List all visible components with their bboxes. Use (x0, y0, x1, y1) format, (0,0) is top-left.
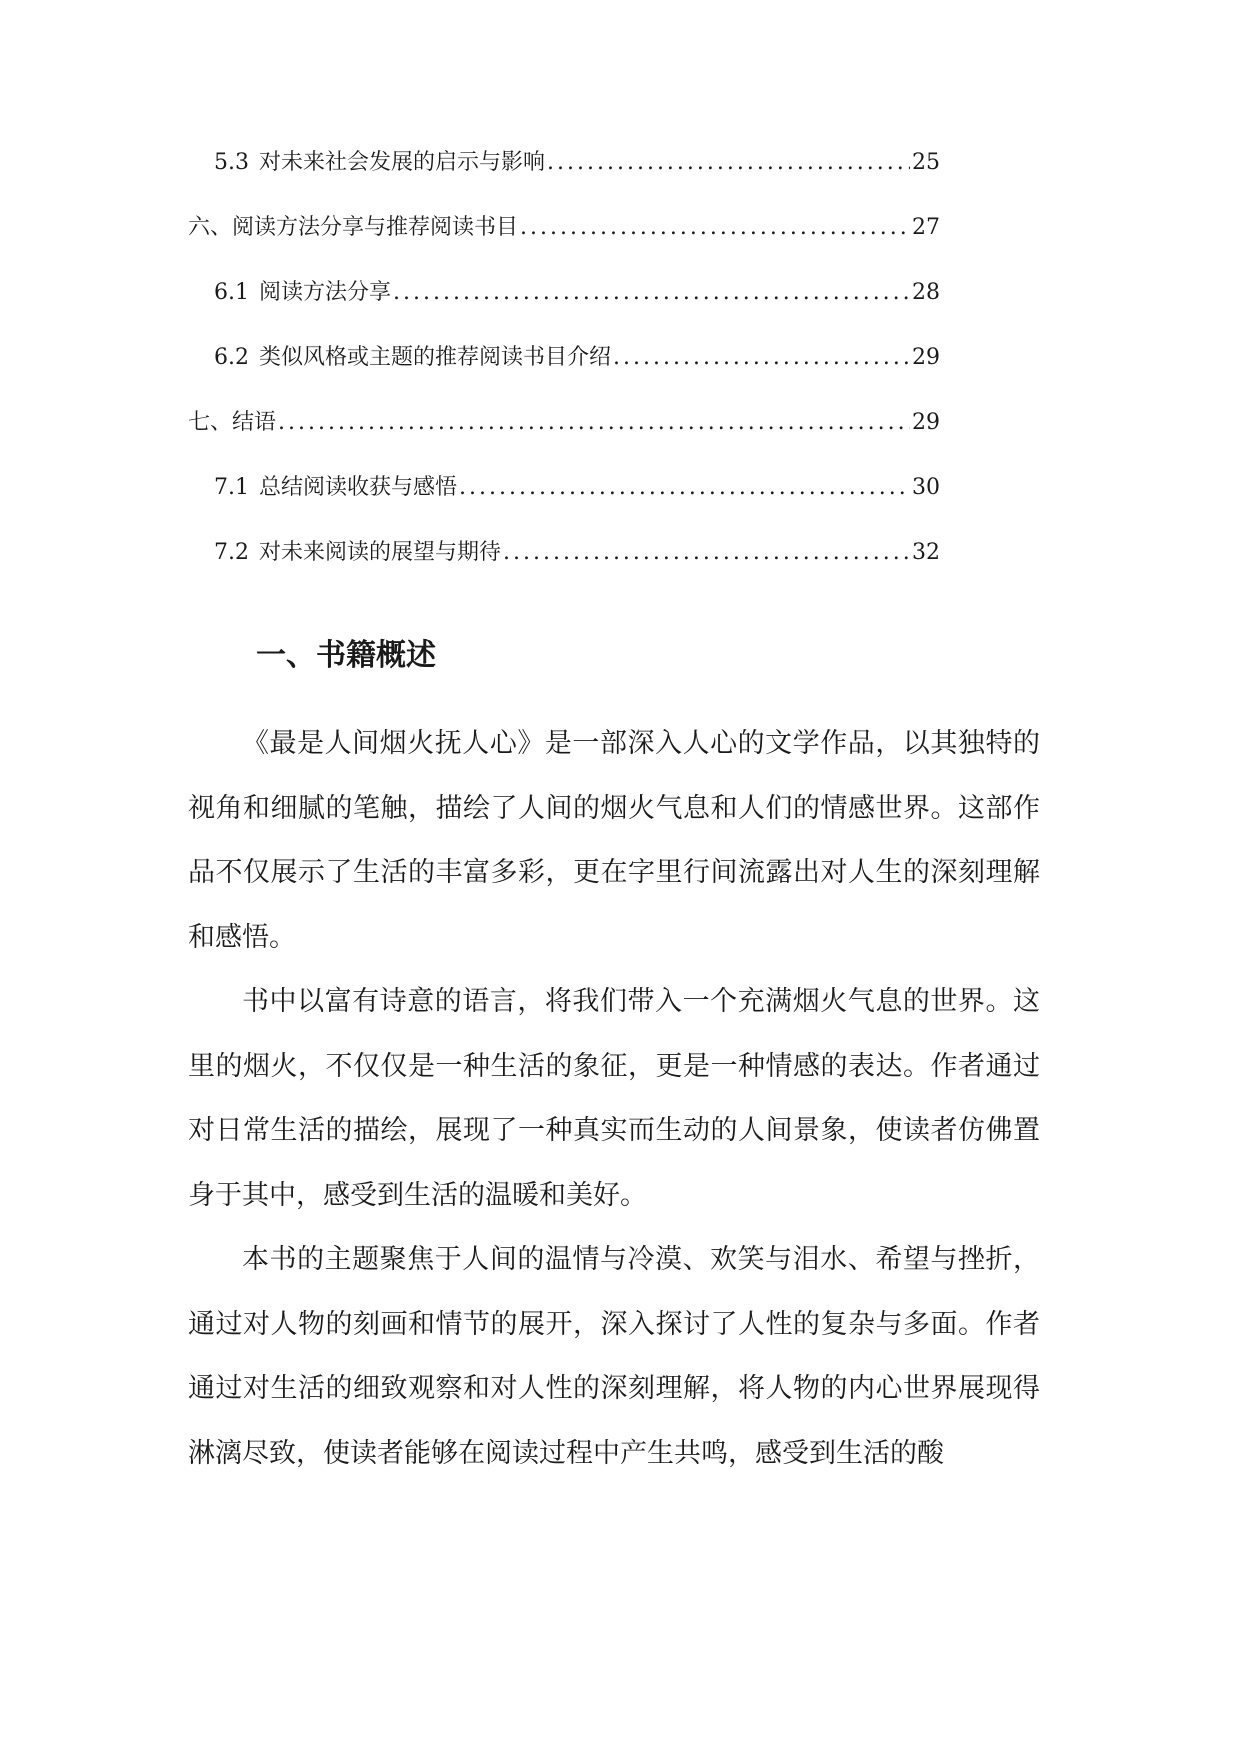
toc-entry[interactable] (188, 538, 940, 603)
toc-entry-title: 六、阅读方法分享与推荐阅读书目 (188, 215, 519, 240)
toc-dot-leader (459, 473, 910, 503)
toc-entry-page: 27 (912, 215, 940, 240)
toc-entry[interactable] (188, 408, 940, 473)
toc-entry-title: 对未来阅读的展望与期待 (259, 540, 502, 565)
toc-dot-leader (393, 278, 910, 308)
toc-entry-number: 7.2 (214, 540, 249, 565)
toc-entry[interactable] (188, 213, 940, 278)
body-paragraph: 本书的主题聚焦于人间的温情与冷漠、欢笑与泪水、希望与挫折，通过对人物的刻画和情节的展开，深入探讨了人性的复杂与多面。作者通过对生活的细致观察和对人性的深刻理解，将人物的内心世界展现得淋漓尽致，使读者能够在阅读过程中产生共鸣，感受到生活的酸 (188, 1244, 1040, 1469)
toc-entry[interactable] (188, 343, 940, 408)
toc-entry-page: 29 (912, 410, 940, 435)
toc-entry-title: 七、结语 (188, 410, 277, 435)
section-body (188, 712, 1040, 1486)
toc-entry-page: 30 (912, 475, 940, 500)
toc-entry[interactable] (188, 278, 940, 343)
body-paragraph: 书中以富有诗意的语言，将我们带入一个充满烟火气息的世界。这里的烟火，不仅仅是一种生活的象征，更是一种情感的表达。作者通过对日常生活的描绘，展现了一种真实而生动的人间景象，使读者仿佛置身于其中，感受到生活的温暖和美好。 (188, 986, 1040, 1211)
toc-entry[interactable] (188, 473, 940, 538)
toc-dot-leader (613, 343, 910, 373)
toc-dot-leader (503, 538, 910, 568)
toc-entry[interactable] (188, 148, 940, 213)
table-of-contents (188, 148, 940, 603)
toc-entry-title: 阅读方法分享 (259, 280, 392, 305)
toc-entry-title: 类似风格或主题的推荐阅读书目介绍 (259, 345, 612, 370)
toc-entry-number: 7.1 (214, 475, 249, 500)
toc-entry-page: 25 (912, 150, 940, 175)
toc-entry-title: 对未来社会发展的启示与影响 (259, 150, 546, 175)
toc-entry-page: 28 (912, 280, 940, 305)
toc-dot-leader (278, 408, 910, 438)
toc-entry-page: 32 (912, 540, 940, 565)
toc-entry-number: 6.2 (214, 345, 249, 370)
body-paragraph: 《最是人间烟火抚人心》是一部深入人心的文学作品，以其独特的视角和细腻的笔触，描绘了人间的烟火气息和人们的情感世界。这部作品不仅展示了生活的丰富多彩，更在字里行间流露出对人生的深刻理解和感悟。 (188, 728, 1040, 953)
toc-entry-number: 5.3 (214, 150, 249, 175)
toc-entry-number: 6.1 (214, 280, 249, 305)
toc-dot-leader (520, 213, 910, 243)
section-heading: 一、书籍概述 (256, 638, 436, 673)
toc-entry-title: 总结阅读收获与感悟 (259, 475, 458, 500)
toc-entry-page: 29 (912, 345, 940, 370)
toc-dot-leader (547, 148, 910, 178)
